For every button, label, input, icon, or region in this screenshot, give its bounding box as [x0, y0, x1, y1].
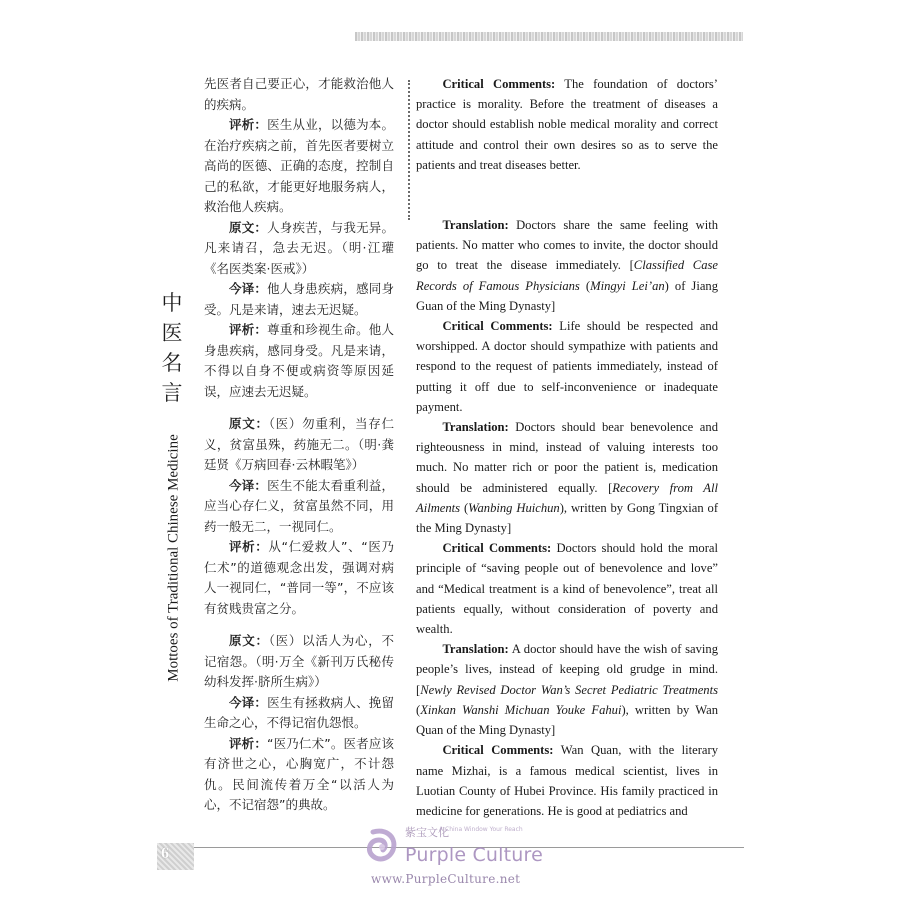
cn-label: 今译： — [229, 281, 268, 296]
cn-text: 医生不能太看重利益，应当心存仁义，贫富虽然不同，用药一般无二，一视同仁。 — [204, 477, 394, 534]
cn-paragraph — [204, 320, 394, 402]
cn-text: 从“仁爱救人”、“医乃仁术”的道德观念出发，强调对病人一视同仁，“普同一等”，不应该有贫贱贵富之分。 — [204, 539, 394, 616]
cn-paragraph — [204, 279, 394, 320]
en-paragraph — [416, 740, 718, 821]
watermark — [365, 826, 565, 886]
cn-label: 原文： — [229, 633, 269, 648]
cn-paragraph — [204, 476, 394, 538]
watermark-tagline: A China Window Your Reach — [439, 826, 523, 833]
en-pinyin-title: Wanbing Huichun — [468, 500, 560, 515]
en-label: Critical Comments: — [442, 541, 552, 556]
column-divider — [408, 80, 410, 220]
en-text: Life should be respected and worshipped. A doctor should sympathize with patients and respond to the request of patients immediately, instead of putting it off due to self-inconvenience or inadequate payment. — [416, 319, 719, 414]
cn-label: 评析： — [229, 117, 268, 132]
en-text: Doctors should hold the moral principle of “saving people out of benevolence and love” and “Medical treatment is a kind of benevolence”, treat all patients equally, without consideration of poverty and wealth. — [416, 541, 719, 637]
cn-paragraph — [204, 414, 394, 476]
page-number: 6 — [161, 845, 169, 862]
spine-char: 医 — [161, 321, 183, 345]
cn-text: （医）勿重利，当存仁义，贫富虽殊，药施无二。（明·龚廷贤《万病回春·云林暇笔》） — [204, 416, 394, 472]
cn-text: “医乃仁术”。医者应该有济世之心，心胸宽广，不计怨仇。民间流传着万全“以活人为心，不记宿怨”的典故。 — [204, 735, 394, 812]
en-paragraph — [416, 417, 718, 538]
en-book-title: Classified Case Records of Famous Physicians — [416, 258, 718, 293]
en-text: Wan Quan, with the literary name Mizhai, is a famous medical scientist, lives in Luotian County of Hubei Province. His family practiced in medicine for generations. He is good at pediatrics and — [416, 743, 719, 818]
header-decoration — [355, 32, 743, 41]
cn-text: 尊重和珍视生命。他人身患疾病，感同身受。凡是来请，不得以自身不便或病资等原因延误，应速去无迟疑。 — [204, 322, 394, 399]
en-text: ) of Jiang Guan of the Ming Dynasty] — [416, 278, 719, 313]
cn-paragraph — [204, 693, 394, 734]
cn-paragraph: 先医者自己要正心，才能救治他人的疾病。 — [204, 76, 394, 112]
cn-label: 原文： — [229, 219, 268, 235]
watermark-chinese: 紫宝文化 — [405, 826, 449, 839]
watermark-title: Purple Culture — [405, 844, 544, 866]
en-paragraph — [416, 538, 718, 639]
en-text: ), written by Gong Tingxian of the Ming Dynasty] — [416, 500, 719, 536]
spine-char: 名 — [161, 351, 183, 375]
spine-english-text: Mottoes of Traditional Chinese Medicine — [165, 433, 182, 682]
en-book-title: Recovery from All Ailments — [416, 480, 718, 515]
en-text: The foundation of doctors’ practice is morality. Before the treatment of diseases a doctor should establish noble medical morality and correct attitude and control their own desires so as to serve the patients and treat diseases better. — [416, 77, 718, 172]
cn-text: （医）以活人为心，不记宿怨。（明·万全《新刊万氏秘传幼科发挥·脐所生病》） — [204, 633, 394, 689]
cn-label: 今译： — [229, 694, 268, 710]
cn-paragraph — [204, 734, 394, 816]
spine-chinese-title — [156, 288, 188, 408]
en-paragraph — [416, 316, 718, 417]
cn-label: 评析： — [229, 539, 269, 554]
spine-english-title — [160, 430, 188, 685]
en-label: Critical Comments: — [442, 743, 554, 758]
cn-paragraph — [204, 115, 394, 218]
en-text: Doctors share the same feeling with patients. No matter who comes to invite, the doctor should go to treat the disease immediately. [ — [416, 218, 718, 273]
en-label: Critical Comments: — [442, 77, 556, 91]
cn-label: 今译： — [229, 477, 268, 493]
spine-char: 言 — [161, 381, 183, 405]
en-text: A doctor should have the wish of saving people’s lives, instead of keeping old grudge in mind. [ — [416, 642, 718, 697]
cn-label: 评析： — [229, 322, 268, 337]
cn-text: 人身疾苦，与我无异。凡来请召，急去无迟。（明·江瓘《名医类案·医戒》） — [204, 219, 394, 276]
en-label: Translation: — [442, 218, 509, 233]
en-label: Translation: — [442, 642, 509, 657]
en-text: ( — [579, 278, 591, 293]
en-paragraph — [416, 215, 718, 316]
en-text: ), written by Wan Quan of the Ming Dynasty] — [416, 702, 718, 738]
cn-text: 他人身患疾病，感同身受。凡是来请，速去无迟疑。 — [204, 281, 394, 317]
en-pinyin-title: Xinkan Wanshi Michuan Youke Fahui — [420, 702, 622, 717]
spine-char: 中 — [161, 291, 183, 315]
en-paragraph — [416, 639, 718, 740]
watermark-url: www.PurpleCulture.net — [371, 872, 521, 886]
cn-label: 评析： — [229, 735, 267, 751]
chinese-column — [204, 74, 394, 816]
en-label: Translation: — [442, 420, 509, 435]
cn-label: 原文： — [229, 416, 269, 431]
english-column — [416, 74, 718, 821]
en-label: Critical Comments: — [442, 319, 553, 334]
cn-paragraph — [204, 631, 394, 693]
cn-paragraph — [204, 218, 394, 280]
cn-text: 医生从业，以德为本。在治疗疾病之前，首先医者要树立高尚的医德、正确的态度，控制自己的私欲，才能更好地服务病人，救治他人疾病。 — [204, 117, 394, 214]
en-paragraph — [416, 74, 718, 175]
en-text: ( — [416, 702, 421, 717]
en-pinyin-title: Mingyi Lei’an — [590, 278, 665, 293]
en-text: Doctors should bear benevolence and righteousness in mind, instead of valuing interests too much. No matter rich or poor the patient is, medication should be administered equally. [ — [416, 420, 718, 495]
cn-text: 医生有拯救病人、挽留生命之心，不得记宿仇怨恨。 — [204, 694, 394, 730]
en-text: ( — [460, 500, 469, 515]
en-book-title: Newly Revised Doctor Wan’s Secret Pediatric Treatments — [420, 682, 718, 697]
cn-paragraph — [204, 537, 394, 619]
purple-culture-logo-icon — [365, 828, 399, 868]
